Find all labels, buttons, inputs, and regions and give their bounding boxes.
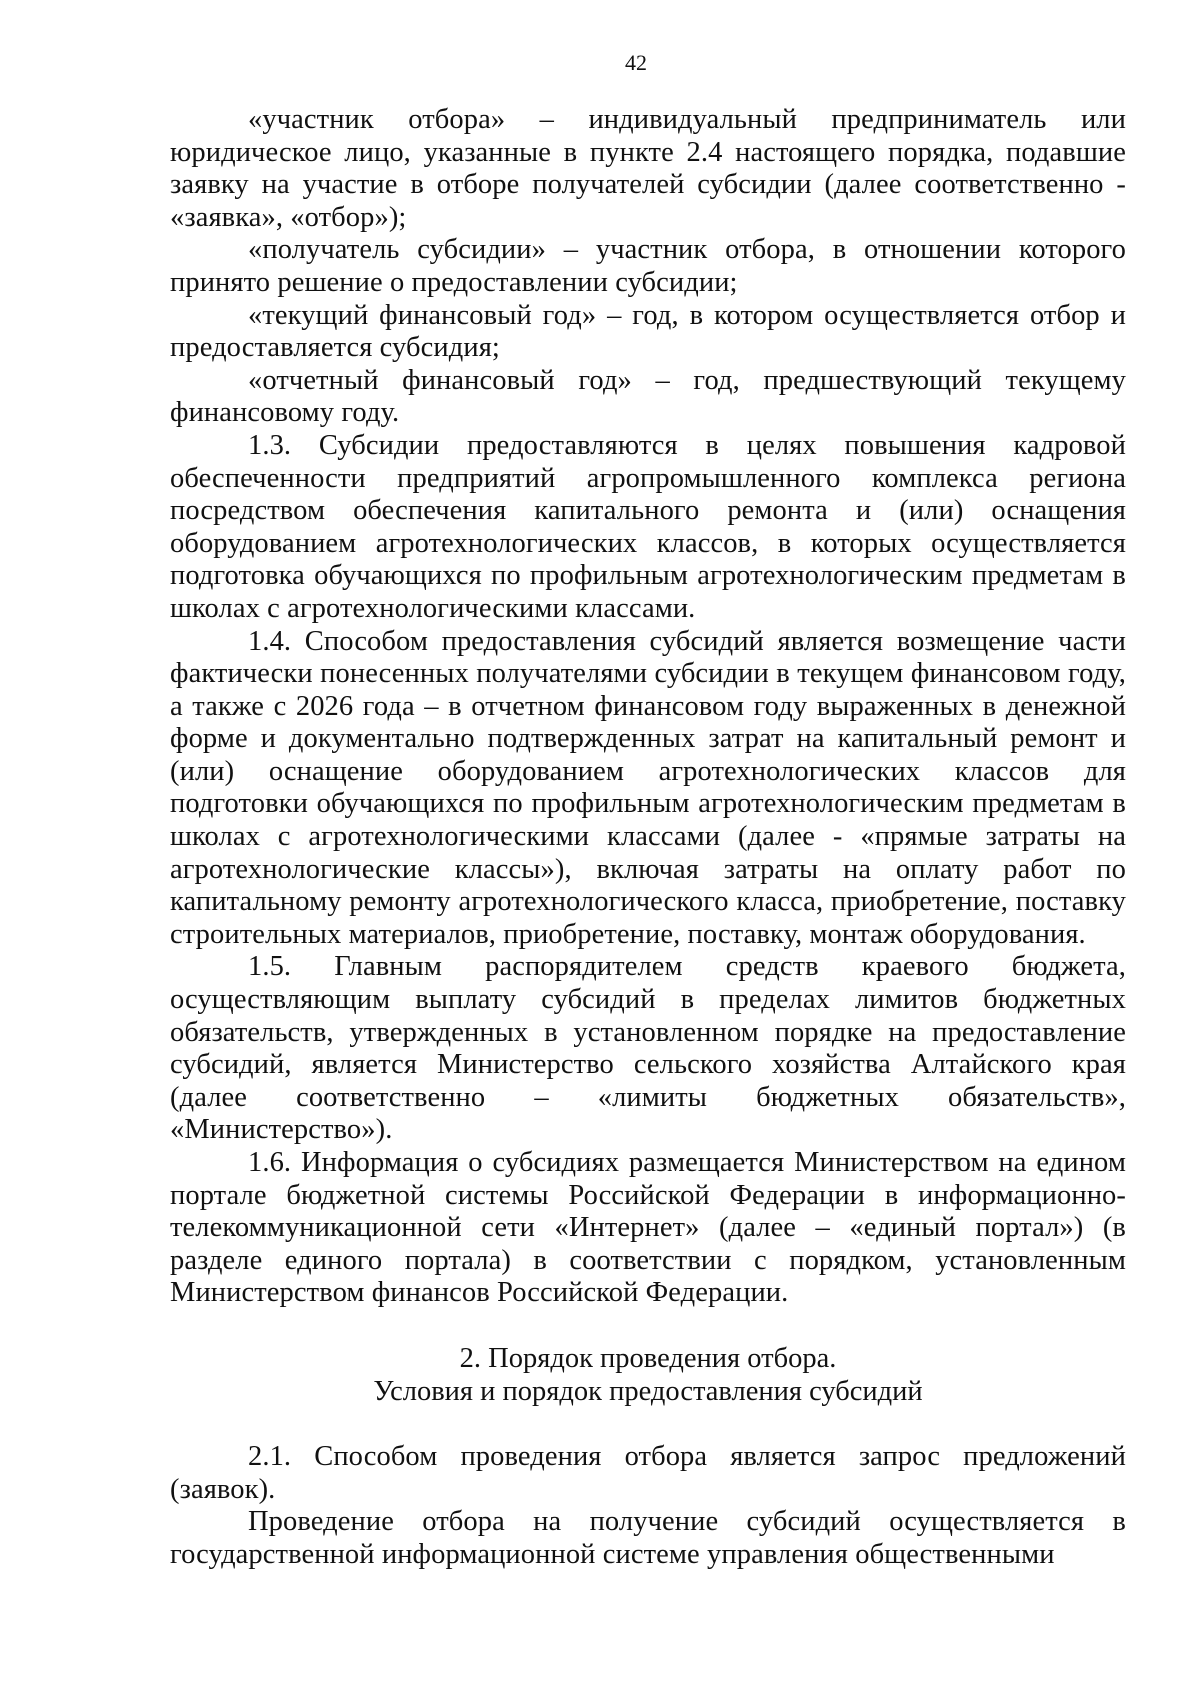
clause-1-6: 1.6. Информация о субсидиях размещается Министерством на едином портале бюджетной системы Российской Федерации в информационно-телекоммуникационной сети «Интернет» (далее – «единый портал») (в разделе единого портала) в соответствии с порядком, установленным Министерством финансов Российской Федерации. [170,1147,1126,1309]
clause-1-3: 1.3. Субсидии предоставляются в целях повышения кадровой обеспеченности предприятий агропромышленного комплекса региона посредством обеспечения капитального ремонта и (или) оснащения оборудованием агротехнологических классов, в которых осуществляется подготовка обучающихся по профильным агротехнологическим предметам в школах с агротехнологическими классами. [170,429,1126,624]
page-number: 42 [625,50,647,75]
section-spacer [170,1408,1126,1441]
section-title-line-2: Условия и порядок предоставления субсидий [373,1375,923,1407]
section-spacer [170,1310,1126,1343]
definition-recipient: «получатель субсидии» – участник отбора, в отношении которого принято решение о предоставлении субсидии; [170,234,1126,298]
clause-1-5: 1.5. Главным распорядителем средств краевого бюджета, осуществляющим выплату субсидий в пределах лимитов бюджетных обязательств, утвержденных в установленном порядке на предоставление субсидий, является Министерство сельского хозяйства Алтайского края (далее соответственно – «лимиты бюджетных обязательств», «Министерство»). [170,951,1126,1146]
definition-participant: «участник отбора» – индивидуальный предприниматель или юридическое лицо, указанные в пункте 2.4 настоящего порядка, подавшие заявку на участие в отборе получателей субсидии (далее соответственно - «заявка», «отбор»); [170,104,1126,233]
selection-paragraph: Проведение отбора на получение субсидий осуществляется в государственной информационной системе управления общественными [170,1506,1126,1570]
clause-1-4: 1.4. Способом предоставления субсидий является возмещение части фактически понесенных получателями субсидии в текущем финансовом году, а также с 2026 года – в отчетном финансовом году выраженных в денежной форме и документально подтвержденных затрат на капитальный ремонт и (или) оснащение оборудованием агротехнологических классов для подготовки обучающихся по профильным агротехнологическим предметам в школах с агротехнологическими классами (далее - «прямые затраты на агротехнологические классы»), включая затраты на оплату работ по капитальному ремонту агротехнологического класса, приобретение, поставку строительных материалов, приобретение, поставку, монтаж оборудования. [170,625,1126,950]
section-title-line-1: 2. Порядок проведения отбора. [459,1342,837,1374]
definition-current-year: «текущий финансовый год» – год, в котором осуществляется отбор и предоставляется субсидия; [170,299,1126,364]
clause-2-1: 2.1. Способом проведения отбора является запрос предложений (заявок). [170,1441,1126,1505]
definition-reporting-year: «отчетный финансовый год» – год, предшествующий текущему финансовому году. [170,364,1126,429]
